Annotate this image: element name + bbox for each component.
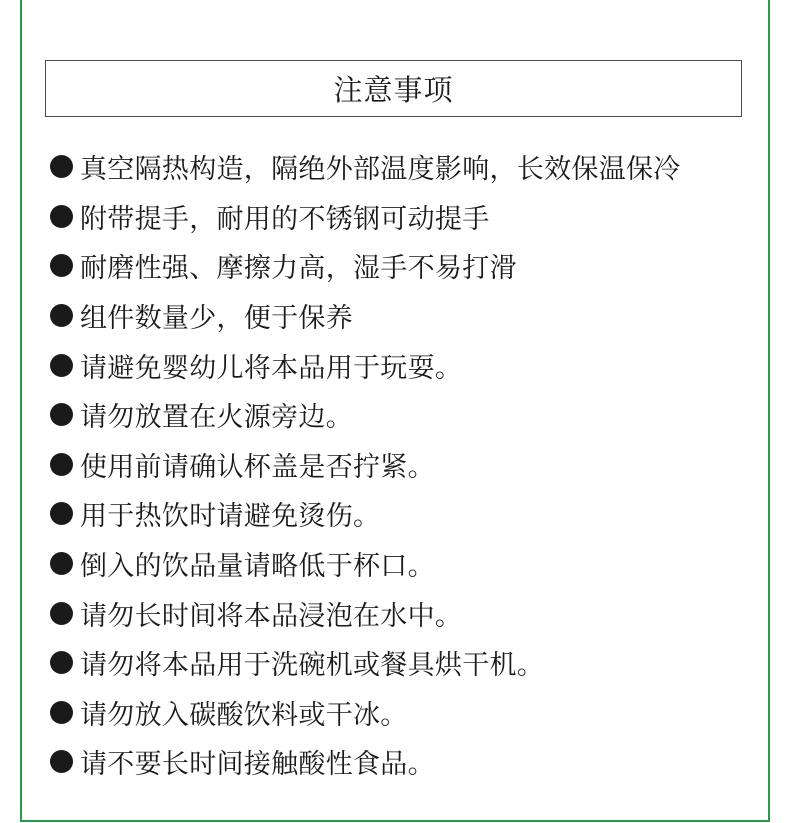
list-item-text: 耐磨性强、摩擦力高，湿手不易打滑 [80, 253, 517, 285]
list-item-text: 倒入的饮品量请略低于杯口。 [80, 551, 435, 583]
bullet-icon [50, 254, 73, 277]
list-item [50, 390, 681, 440]
bullet-icon [50, 403, 73, 426]
bullet-icon [50, 453, 73, 476]
list-item-text: 使用前请确认杯盖是否拧紧。 [80, 451, 435, 483]
bullet-icon [50, 304, 73, 327]
bullet-icon [50, 701, 73, 724]
list-item [50, 192, 681, 242]
bullet-icon [50, 354, 73, 377]
bullet-icon [50, 552, 73, 575]
list-item [50, 688, 681, 738]
list-item [50, 440, 681, 490]
list-item-text: 请勿将本品用于洗碗机或餐具烘干机。 [80, 650, 545, 682]
list-item-text: 请勿长时间将本品浸泡在水中。 [80, 600, 463, 632]
list-item [50, 291, 681, 341]
bullet-icon [50, 502, 73, 525]
list-item [50, 737, 681, 787]
list-item [50, 539, 681, 589]
page-title: 注意事项 [333, 73, 454, 107]
list-item-text: 组件数量少，便于保养 [80, 303, 353, 335]
list-item [50, 588, 681, 638]
bullet-icon [50, 651, 73, 674]
list-item [50, 142, 681, 192]
title-box [45, 60, 742, 117]
list-item-text: 请勿放入碳酸饮料或干冰。 [80, 699, 408, 731]
bullet-icon [50, 750, 73, 773]
list-item-text: 附带提手，耐用的不锈钢可动提手 [80, 203, 490, 235]
list-item [50, 489, 681, 539]
list-item-text: 请避免婴幼儿将本品用于玩耍。 [80, 352, 463, 384]
list-item [50, 638, 681, 688]
list-item-text: 请不要长时间接触酸性食品。 [80, 749, 435, 781]
notice-list [50, 142, 681, 787]
list-item [50, 340, 681, 390]
bullet-icon [50, 155, 73, 178]
list-item-text: 真空隔热构造，隔绝外部温度影响，长效保温保冷 [80, 154, 681, 186]
bullet-icon [50, 602, 73, 625]
bullet-icon [50, 205, 73, 228]
list-item [50, 241, 681, 291]
list-item-text: 请勿放置在火源旁边。 [80, 402, 353, 434]
list-item-text: 用于热饮时请避免烫伤。 [80, 501, 381, 533]
